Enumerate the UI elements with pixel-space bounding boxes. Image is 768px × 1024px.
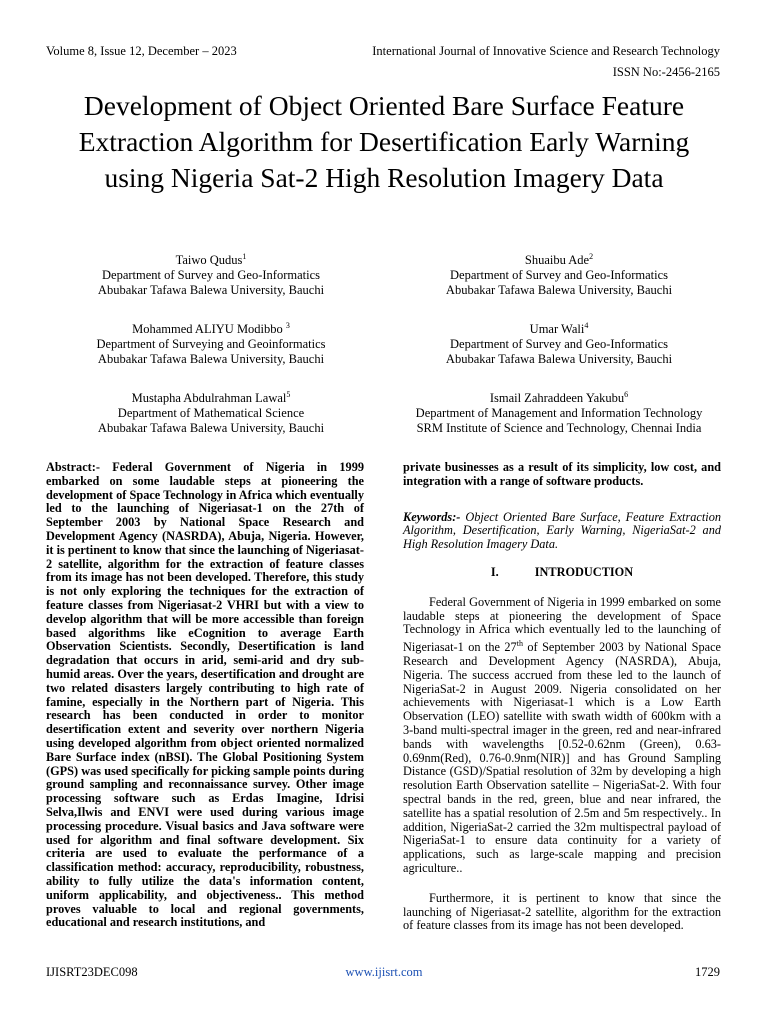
author-inst: Abubakar Tafawa Balewa University, Bauchi <box>445 283 673 298</box>
paper-title: Development of Object Oriented Bare Surface Feature Extraction Algorithm for Desertification Early Warning using Nigeria Sat-2 High Resolution Imagery Data <box>78 90 690 193</box>
author-affil-mark: 4 <box>584 321 589 330</box>
author-inst: Abubakar Tafawa Balewa University, Bauchi <box>445 352 673 367</box>
right-column <box>403 461 721 933</box>
author-block-4 <box>394 318 724 367</box>
intro-paragraph-1 <box>403 596 721 876</box>
paper-id: IJISRT23DEC098 <box>46 965 138 979</box>
left-column <box>46 461 364 930</box>
author-affil-mark: 1 <box>242 252 247 261</box>
page-number: 1729 <box>695 965 720 979</box>
issn: ISSN No:-2456-2165 <box>612 65 720 79</box>
abstract-continued: private businesses as a result of its simplicity, low cost, and integration with a range of software products. <box>403 460 721 488</box>
keywords-label: Keywords:- <box>403 509 461 524</box>
author-inst: Abubakar Tafawa Balewa University, Bauchi <box>97 352 325 367</box>
author-block-2 <box>394 249 724 298</box>
journal-website-link[interactable]: www.ijisrt.com <box>345 965 423 979</box>
author-inst: Abubakar Tafawa Balewa University, Bauchi <box>97 421 325 436</box>
volume-issue: Volume 8, Issue 12, December – 2023 <box>46 44 237 58</box>
section-heading <box>403 566 721 580</box>
intro-paragraph-1-part-a: Federal Government of Nigeria in 1999 embarked on some laudable steps at pioneering the development of Space Technology in Africa which eventually led to the launching of Nigeriasat-1 on the 27 <box>403 594 721 655</box>
keywords <box>403 511 721 552</box>
author-name: Umar Wali <box>529 322 585 337</box>
author-dept: Department of Survey and Geo-Informatics <box>102 268 320 283</box>
author-dept: Department of Management and Information Technology <box>415 406 703 421</box>
author-affil-mark: 5 <box>286 390 291 399</box>
journal-name: International Journal of Innovative Science and Research Technology <box>372 44 720 58</box>
author-block-1 <box>46 249 376 298</box>
author-inst: SRM Institute of Science and Technology, Chennai India <box>416 421 702 436</box>
section-title: INTRODUCTION <box>534 564 634 579</box>
author-name: Mohammed ALIYU Modibbo <box>132 322 286 337</box>
author-block-5 <box>46 387 376 436</box>
author-dept: Department of Mathematical Science <box>117 406 305 421</box>
keywords-text: Object Oriented Bare Surface, Feature Extraction Algorithm, Desertification, Early Warning, NigeriaSat-2 and High Resolution Imagery Data. <box>403 509 721 552</box>
section-number: I. <box>490 564 499 579</box>
author-inst: Abubakar Tafawa Balewa University, Bauchi <box>97 283 325 298</box>
author-name: Shuaibu Ade <box>524 253 590 268</box>
author-name: Taiwo Qudus <box>175 253 243 268</box>
author-name: Ismail Zahraddeen Yakubu <box>489 391 625 406</box>
author-block-6 <box>394 387 724 436</box>
author-affil-mark: 2 <box>589 252 594 261</box>
intro-paragraph-1-part-b: of September 2003 by National Space Research and Development Agency (NASRDA), Abuja, Nigeria. The success accrued from these led to the launch of NigeriaSat-2 in August 2009. Nigeria consolidated on her achievements with Nigeriasat-1 which is a Low Earth Observation (LEO) satellite with swath width of 600km with a 3-band multi-spectral imager in the green, red and near-infrared bands with wavelengths [0.52-0.62nm (Green), 0.63-0.69nm(Red), 0.76-0.9nm(NIR)] and has Ground Sampling Distance (GSD)/Spatial resolution of 32m by developing a high resolution Earth Observation satellite – NigeriaSat-2. With four spectral bands in the red, green, blue and near infrared, the satellite has a spatial resolution of 2.5m and 5m respectively.. In addition, NigeriaSat-2 carried the 32m multispectral payload of NigeriaSat-1 to ensure data continuity for a variety of applications, such as large-scale mapping and precision agriculture.. <box>403 640 721 876</box>
author-affil-mark: 3 <box>285 321 290 330</box>
author-block-3 <box>46 318 376 367</box>
author-affil-mark: 6 <box>624 390 629 399</box>
author-dept: Department of Survey and Geo-Informatics <box>450 337 668 352</box>
intro-paragraph-2: Furthermore, it is pertinent to know that since the launching of Nigeriasat-2 satellite, algorithm for the extraction of feature classes from its image has not been developed. <box>403 890 721 933</box>
abstract: Abstract:- Federal Government of Nigeria in 1999 embarked on some laudable steps at pioneering the development of Space Technology in Africa which eventually led to the launching of Nigeriasat-1 on the 27th of September 2003 by National Space Research and Development Agency (NASRDA), Abuja, Nigeria. However, it is pertinent to know that since the launching of Nigeriasat-2 satellite, algorithm for the extraction of feature classes from its image has not been developed. Therefore, this study is not only exploring the techniques for the extraction of feature classes from Nigeriasat-2 VHRI but with a view to develop algorithm that will be more accessible than foreign based algorithms like eCognition to average Earth Observation Scientists. Secondly, Desertification is land degradation that occurs in arid, semi-arid and dry sub-humid areas. Over the years, desertification and drought are two related disasters largely contributing to high rate of famine, especially in the Northern part of Nigeria. This research has been conducted in order to monitor desertification extent and severity over northern Nigeria using developed algorithm from object oriented normalized Bare Surface index (nBSI). The Global Positioning System (GPS) was used specifically for picking sample points during ground sampling and reconnaissance survey. Other image processing software such as Erdas Imagine, Idrisi Selva,Ilwis and ENVI were used during various image processing procedure. Visual basics and Java software were used for algorithm and final software development. Six criteria are used to evaluate the performance of a classification method: accuracy, reproducibility, robustness, ability to fully utilize the data's information content, uniform applicability, and objectiveness.. This method proves valuable to local and regional governments, educational and research institutions, and <box>46 460 364 930</box>
author-dept: Department of Survey and Geo-Informatics <box>450 268 668 283</box>
ordinal-superscript: th <box>516 639 523 649</box>
author-dept: Department of Surveying and Geoinformatics <box>96 337 326 352</box>
author-name: Mustapha Abdulrahman Lawal <box>131 391 287 406</box>
